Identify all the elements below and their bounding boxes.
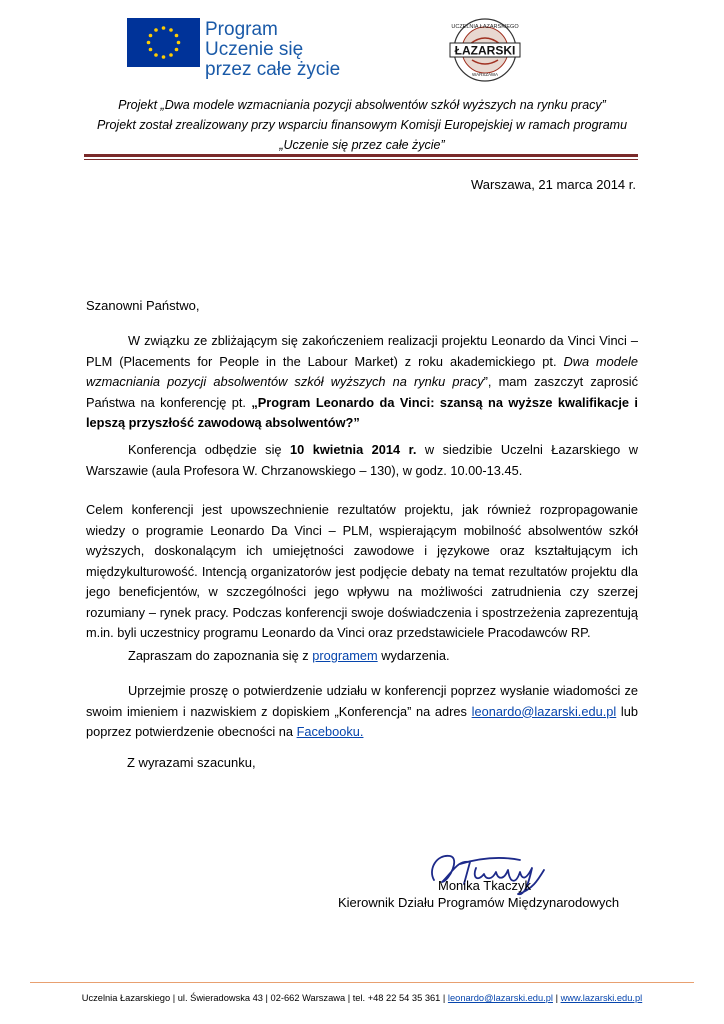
facebook-link[interactable]: Facebooku.: [296, 724, 364, 739]
closing: Z wyrazami szacunku,: [127, 755, 256, 770]
project-header: [60, 95, 664, 155]
signatory-title: Kierownik Działu Programów Międzynarodowych: [338, 895, 620, 910]
program-link[interactable]: programem: [312, 648, 378, 663]
signatory-name: Monika Tkaczyk: [438, 878, 531, 893]
paragraph-invitation: W związku ze zbliżającym się zakończeniem realizacji projektu Leonardo da Vinci Vinci – PLM (Placements for People in the Labour Market) z roku akademickiego pt. Dwa modele wzmacniania pozycji absolwentów szkół wyższych na rynku pracy”, mam zaszczyt zaprosić Państwa na konferencję pt. „Program Leonardo da Vinci: szansą na wyższe kwalifikacje i lepszą przyszłość zawodową absolwentów?”: [86, 333, 638, 430]
svg-text:ŁAZARSKI: ŁAZARSKI: [454, 43, 516, 58]
project-title: Projekt „Dwa modele wzmacniania pozycji absolwentów szkół wyższych na rynku pracy”: [118, 98, 606, 112]
header-divider-thick: [84, 154, 638, 157]
footer-contact: Uczelnia Łazarskiego | ul. Świeradowska 43 | 02-662 Warszawa | tel. +48 22 54 35 361 | leonardo@lazarski.edu.pl | www.lazarski.edu.pl: [81, 993, 643, 1003]
lazarski-university-logo: [440, 14, 530, 86]
paragraph-purpose: Celem konferencji jest upowszechnienie rezultatów projektu, jak również rozpropagowanie wiedzy o programie Leonardo Da Vinci – PLM, wspierającym mobilność absolwentów szkół wyższych, doskonalącym ich umiejętności zawodowe i językowe oraz kształtującym ich międzykulturowość. Intencją organizatorów jest podjęcie debaty na temat rezultatów projektu dla jego beneficjentów, w szczególności jego wpływu na możliwości zatrudnienia czy szerzej rozumiany – rynek pracy. Podczas konferencji swoje doświadczenia i spostrzeżenia zaprezentują m.in. byli uczestnicy programu Leonardo da Vinci oraz przedstawiciele Pracodawców RP.: [86, 502, 638, 640]
svg-text:UCZELNIA ŁAZARSKIEGO: UCZELNIA ŁAZARSKIEGO: [451, 24, 519, 30]
paragraph-program-link: Zapraszam do zapoznania się z programem wydarzenia.: [128, 648, 450, 663]
rsvp-email-link[interactable]: leonardo@lazarski.edu.pl: [471, 703, 617, 719]
paragraph-date-venue: Konferencja odbędzie się 10 kwietnia 2014 r. w siedzibie Uczelni Łazarskiego w Warszawie (aula Profesora W. Chrzanowskiego – 130), w godz. 10.00-13.45.: [86, 442, 639, 478]
footer-divider: [30, 982, 694, 983]
letter-date: Warszawa, 21 marca 2014 r.: [471, 177, 636, 192]
salutation: Szanowni Państwo,: [86, 298, 200, 313]
project-funding-note: Projekt został zrealizowany przy wsparciu finansowym Komisji Europejskiej w ramach programu: [96, 118, 628, 132]
paragraph-rsvp: Uprzejmie proszę o potwierdzenie udziału w konferencji poprzez wysłanie wiadomości ze swoim imieniem i nazwiskiem z dopiskiem „Konferencja” na adres leonardo@lazarski.edu.pl lub poprzez potwierdzenie obecności na Facebooku.: [86, 683, 638, 739]
header-divider-thin: [84, 159, 638, 160]
footer-email-link[interactable]: leonardo@lazarski.edu.pl: [447, 993, 553, 1003]
footer-website-link[interactable]: www.lazarski.edu.pl: [560, 993, 643, 1003]
eu-program-logo-text: Program Uczenie się przez całe życie: [205, 19, 341, 80]
eu-flag-logo: [127, 18, 200, 67]
program-name: „Uczenie się przez całe życie”: [279, 138, 445, 152]
svg-text:WARSZAWA: WARSZAWA: [472, 72, 498, 77]
